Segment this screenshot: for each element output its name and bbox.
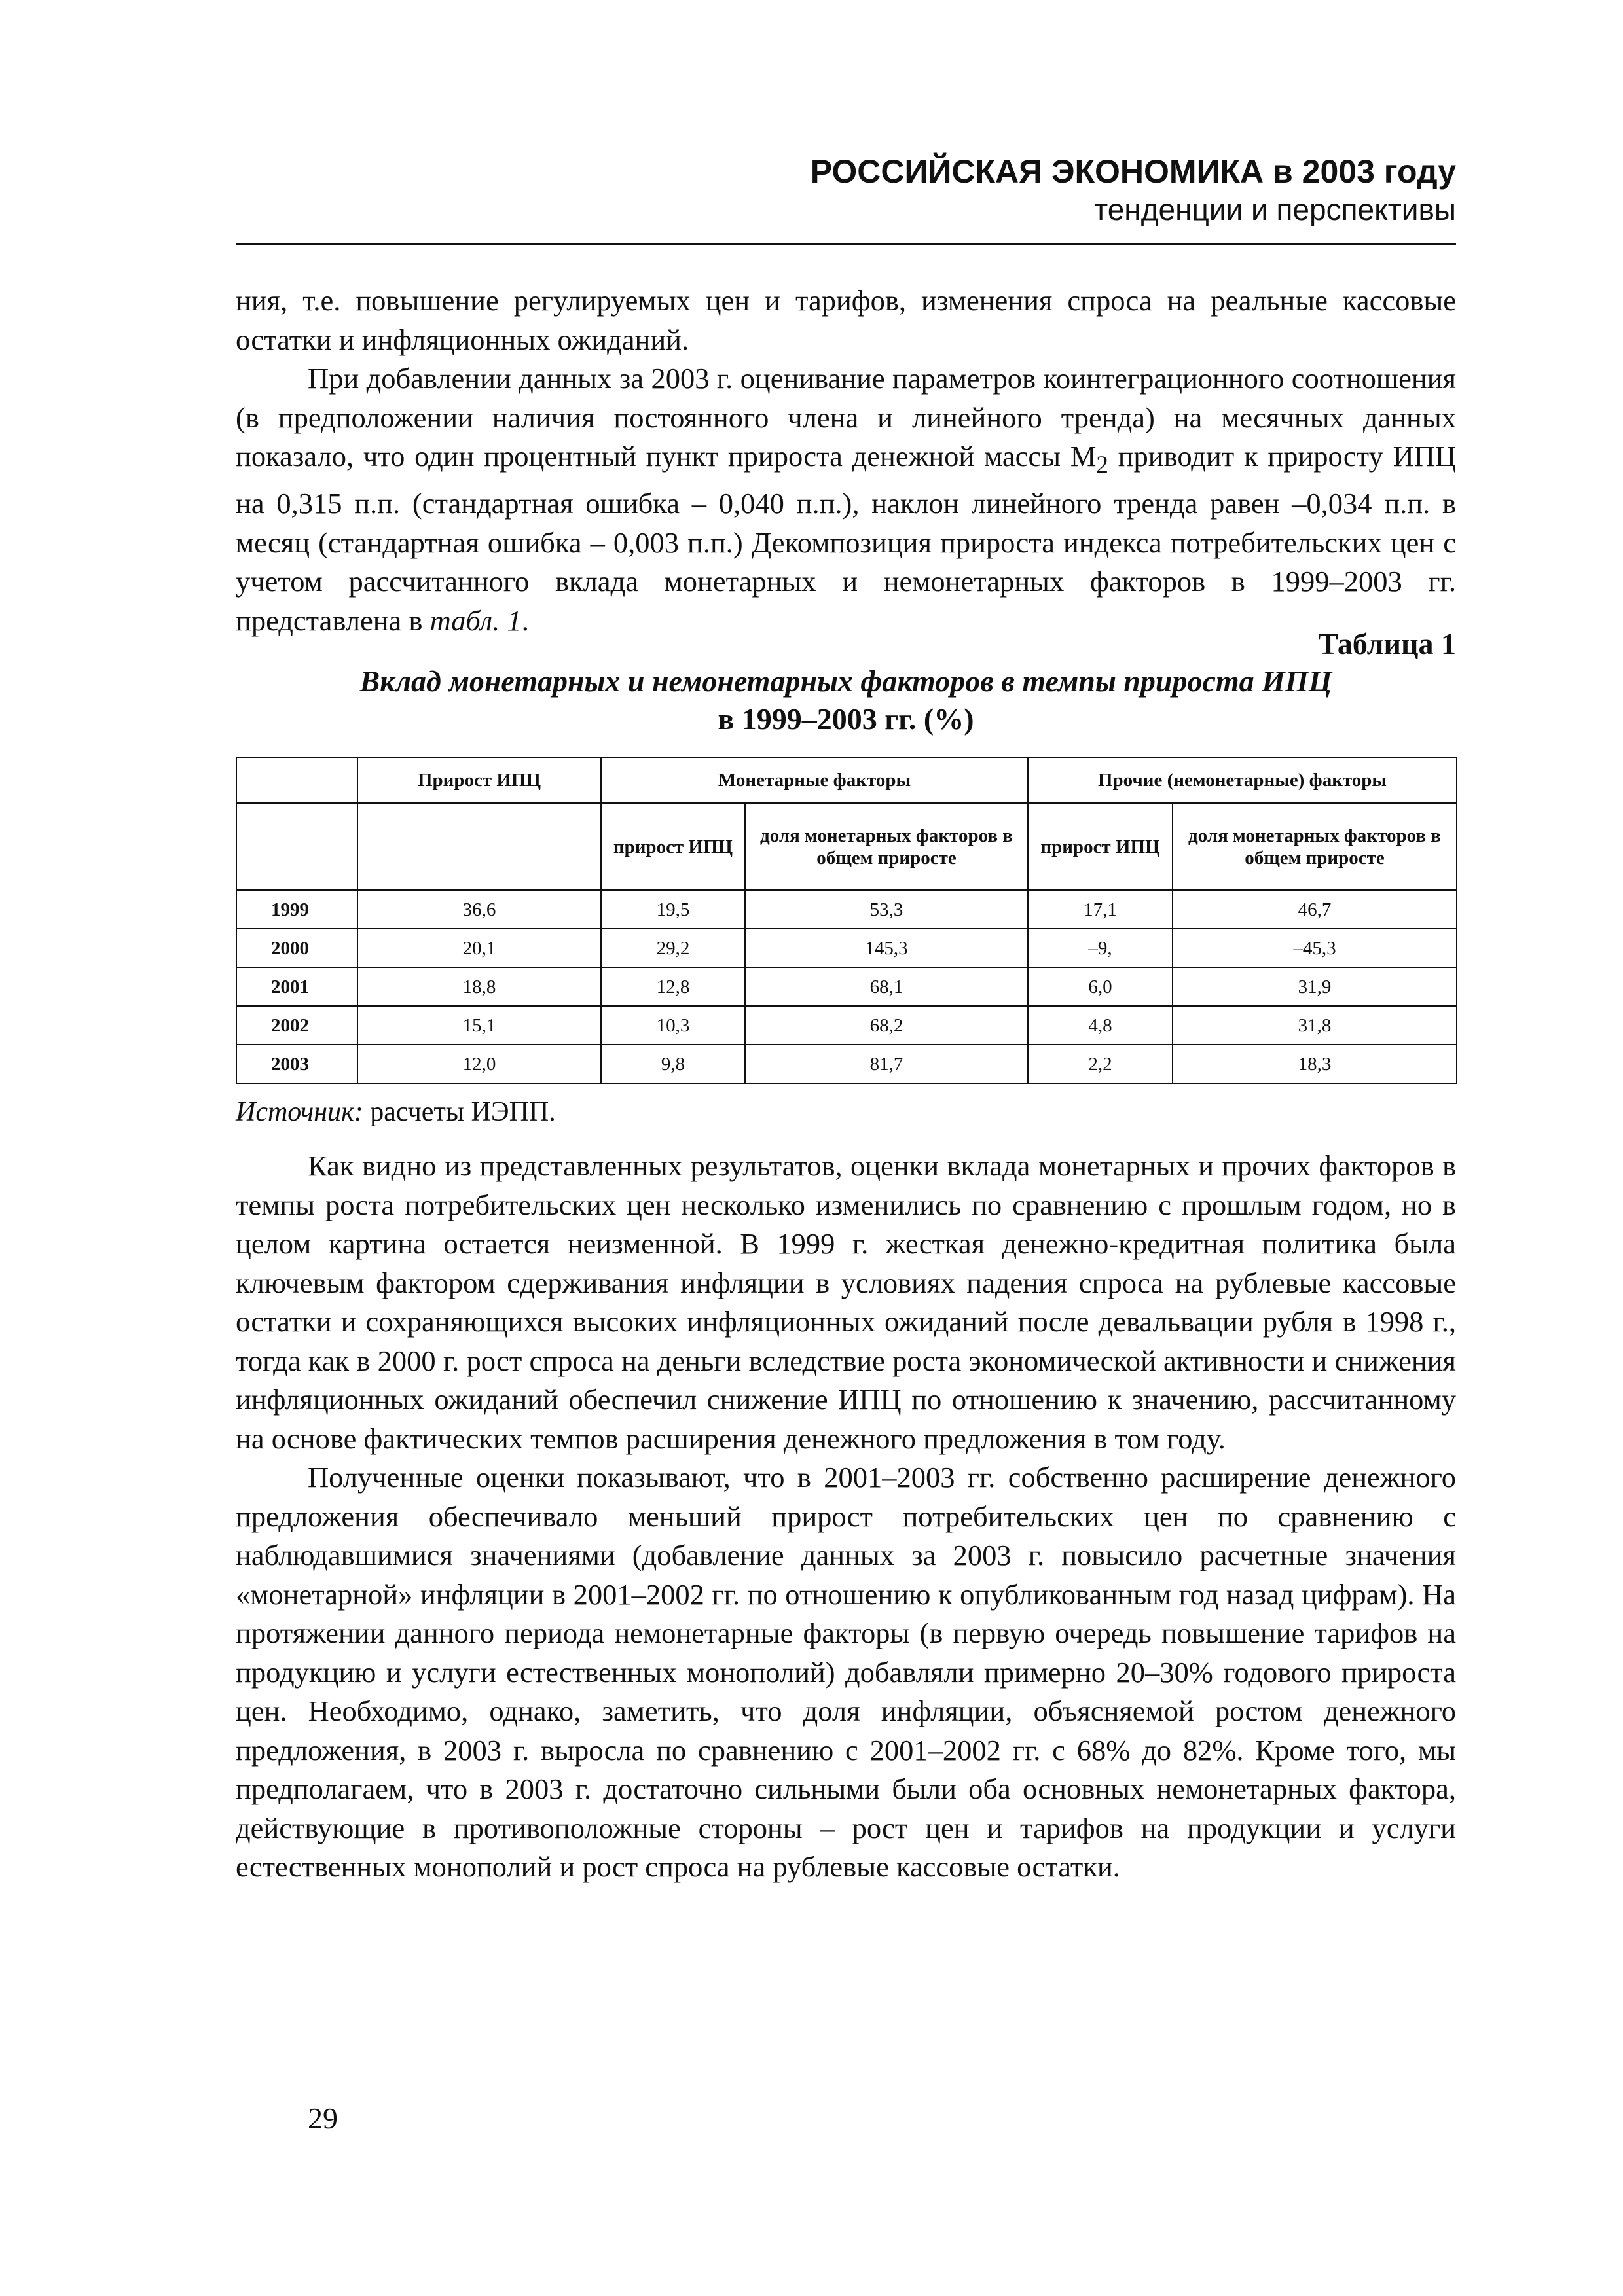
monetary-growth-cell: 29,2: [601, 929, 745, 967]
text-block-top: [236, 281, 1456, 640]
monetary-share-cell: 145,3: [745, 929, 1028, 967]
monetary-share-cell: 68,1: [745, 967, 1028, 1006]
subheader-empty-cell: [236, 803, 357, 890]
para2-text-a: При добавлении данных за 2003 г. оценивание параметров коинтеграционного соотношения (в предположении наличия постоянного члена и линейного тренда) на месячных данных показало, что один процентный пункт прироста денежной массы М: [236, 362, 1456, 473]
table-row: [236, 1045, 1457, 1083]
year-cell: 2001: [236, 967, 357, 1006]
subheader-other-share: доля монетарных факторов в общем приросте: [1173, 803, 1457, 890]
other-share-cell: 18,3: [1173, 1045, 1457, 1083]
header-other-factors: Прочие (немонетарные) факторы: [1028, 757, 1457, 803]
table-caption: [236, 662, 1456, 738]
monetary-share-cell: 81,7: [745, 1045, 1028, 1083]
monetary-growth-cell: 12,8: [601, 967, 745, 1006]
monetary-growth-cell: 19,5: [601, 890, 745, 929]
table-caption-italic: Вклад монетарных и немонетарных факторов в темпы прироста ИПЦ: [359, 664, 1332, 698]
header-empty-cell: [236, 757, 357, 803]
table-subheader-row: [236, 803, 1457, 890]
header-subtitle: тенденции и перспективы: [1094, 192, 1456, 226]
other-share-cell: 46,7: [1173, 890, 1457, 929]
source-text: расчеты ИЭПП.: [363, 1097, 556, 1127]
monetary-growth-cell: 9,8: [601, 1045, 745, 1083]
table-header-row: [236, 757, 1457, 803]
table-row: [236, 1006, 1457, 1045]
text-block-bottom: [236, 1147, 1456, 1887]
table-row: [236, 929, 1457, 967]
header-title: РОССИЙСКАЯ ЭКОНОМИКА в 2003 году: [810, 153, 1456, 190]
other-share-cell: –45,3: [1173, 929, 1457, 967]
table-label: Таблица 1: [1318, 627, 1456, 660]
other-growth-cell: 2,2: [1028, 1045, 1173, 1083]
subheader-empty-cell: [357, 803, 601, 890]
other-share-cell: 31,9: [1173, 967, 1457, 1006]
paragraph-continued: ния, т.е. повышение регулируемых цен и тарифов, изменения спроса на реальные кассовые остатки и инфляционных ожиданий.: [236, 284, 1456, 356]
paragraph-results: Как видно из представленных результатов, оценки вклада монетарных и прочих факторов в темпы роста потребительских цен несколько изменились по сравнению с прошлым годом, но в целом картина остается неизменной. В 1999 г. жесткая денежно-кредитная политика была ключевым фактором сдерживания инфляции в условиях падения спроса на рублевые кассовые остатки и сохраняющихся высоких инфляционных ожиданий после девальвации рубля в 1998 г., тогда как в 2000 г. рост спроса на деньги вследствие роста экономической активности и снижения инфляционных ожиданий обеспечил снижение ИПЦ по отношению к значению, рассчитанному на основе фактических темпов расширения денежного предложения в том году.: [236, 1149, 1456, 1455]
running-header: [236, 152, 1456, 228]
paragraph-estimates: Полученные оценки показывают, что в 2001–2003 гг. собственно расширение денежного предложения обеспечивало меньший прирост потребительских цен по сравнению с наблюдавшимися значениями (добавление данных за 2003 г. повысило расчетные значения «монетарной» инфляции в 2001–2002 гг. по отношению к опубликованным год назад цифрам). На протяжении данного периода немонетарные факторы (в первую очередь повышение тарифов на продукцию и услуги естественных монополий) добавляли примерно 20–30% годового прироста цен. Необходимо, однако, заметить, что доля инфляции, объясняемой ростом денежного предложения, в 2003 г. выросла по сравнению с 2001–2002 гг. с 68% до 82%. Кроме того, мы предполагаем, что в 2003 г. достаточно сильными были оба основных немонетарных фактора, действующие в противоположные стороны – рост цен и тарифов на продукции и услуги естественных монополий и рост спроса на рублевые кассовые остатки.: [236, 1461, 1456, 1883]
para2-end: .: [521, 603, 529, 637]
cpi-cell: 18,8: [357, 967, 601, 1006]
other-share-cell: 31,8: [1173, 1006, 1457, 1045]
other-growth-cell: 4,8: [1028, 1006, 1173, 1045]
source-label: Источник:: [236, 1097, 363, 1127]
table-caption-years: в 1999–2003 гг. (%): [718, 702, 974, 736]
para2-text-b: приводит к приросту ИПЦ на 0,315 п.п. (стандартная ошибка – 0,040 п.п.), наклон линейного тренда равен –0,034 п.п. в месяц (стандартная ошибка – 0,003 п.п.) Декомпозиция прироста индекса потребительских цен с учетом рассчитанного вклада монетарных и немонетарных факторов в 1999–2003 гг. представлена в: [236, 440, 1456, 637]
paragraph-cointegration: [236, 359, 1456, 640]
monetary-share-cell: 68,2: [745, 1006, 1028, 1045]
cpi-cell: 15,1: [357, 1006, 601, 1045]
table-row: [236, 967, 1457, 1006]
year-cell: 2003: [236, 1045, 357, 1083]
cpi-cell: 20,1: [357, 929, 601, 967]
year-cell: 1999: [236, 890, 357, 929]
table-source-note: [236, 1095, 556, 1129]
subheader-monetary-growth: прирост ИПЦ: [601, 803, 745, 890]
other-growth-cell: 6,0: [1028, 967, 1173, 1006]
year-cell: 2000: [236, 929, 357, 967]
monetary-growth-cell: 10,3: [601, 1006, 745, 1045]
cpi-cell: 36,6: [357, 890, 601, 929]
other-growth-cell: 17,1: [1028, 890, 1173, 929]
year-cell: 2002: [236, 1006, 357, 1045]
table-reference: табл. 1: [429, 603, 522, 637]
para2-subscript: 2: [1096, 451, 1108, 478]
cpi-cell: 12,0: [357, 1045, 601, 1083]
subheader-monetary-share: доля монетарных факторов в общем приросте: [745, 803, 1028, 890]
other-growth-cell: –9,: [1028, 929, 1173, 967]
data-table: [236, 757, 1457, 1084]
table-row: [236, 890, 1457, 929]
page-number: 29: [308, 2102, 338, 2135]
header-monetary-factors: Монетарные факторы: [601, 757, 1028, 803]
header-rule: [236, 243, 1456, 245]
header-cpi-growth: Прирост ИПЦ: [357, 757, 601, 803]
monetary-share-cell: 53,3: [745, 890, 1028, 929]
subheader-other-growth: прирост ИПЦ: [1028, 803, 1173, 890]
